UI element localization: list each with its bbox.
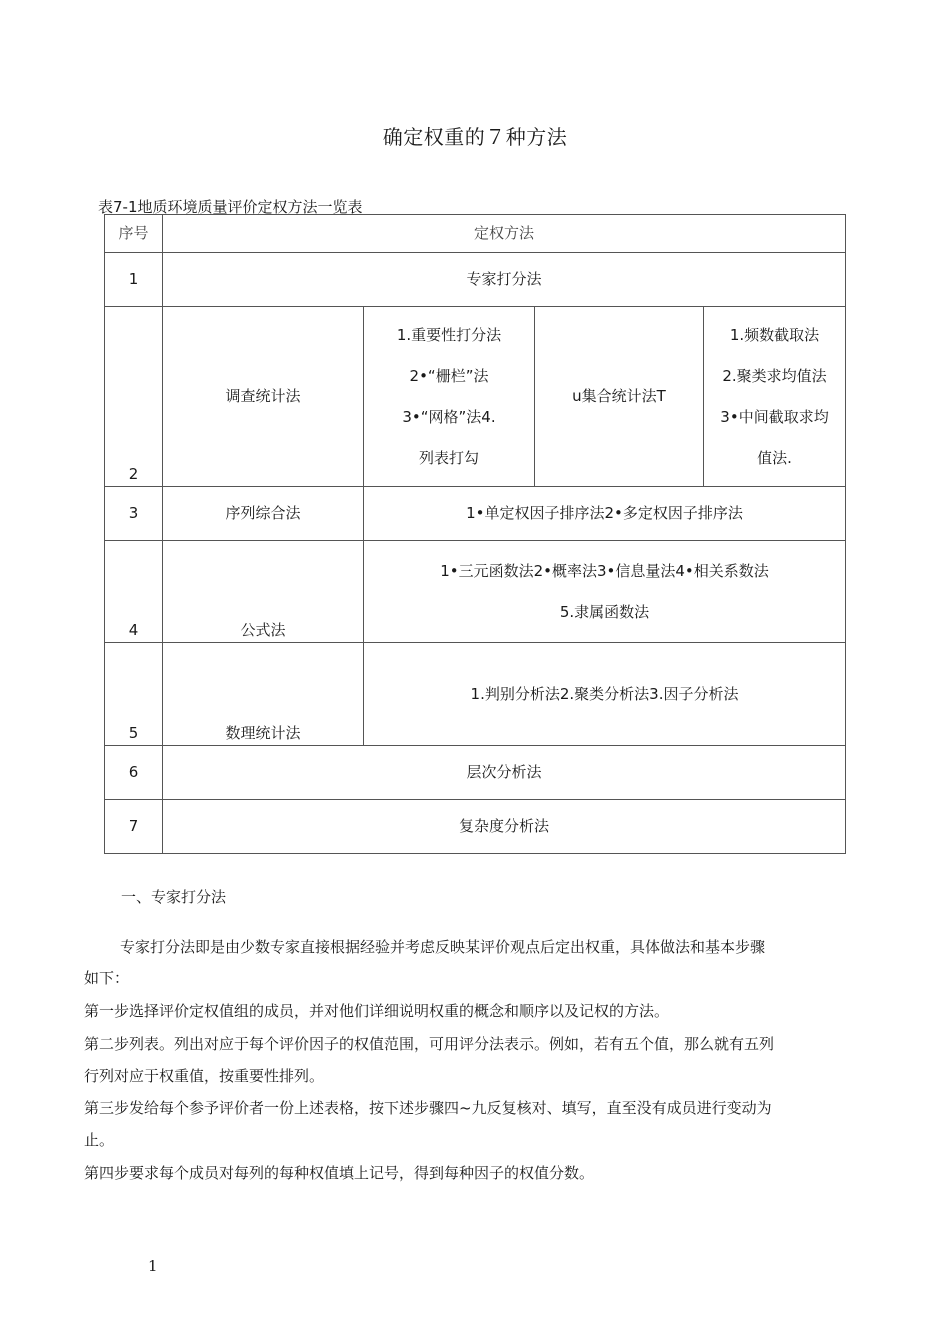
table-row bbox=[105, 307, 846, 487]
survey-subitem: 2•“栅栏”法 bbox=[409, 366, 489, 385]
row-method: 层次分析法 bbox=[163, 746, 846, 800]
table-row bbox=[105, 746, 846, 800]
step-paragraph: 止。 bbox=[84, 1131, 115, 1149]
page-title: 确定权重的７种方法 bbox=[382, 125, 568, 149]
page-number: 1 bbox=[148, 1257, 158, 1275]
table-row bbox=[105, 800, 846, 854]
table-header-row bbox=[105, 215, 846, 253]
row-index-cell bbox=[105, 541, 163, 643]
header-method: 定权方法 bbox=[163, 215, 846, 253]
intro-paragraph-line: 如下： bbox=[84, 969, 130, 987]
weights-methods-table bbox=[104, 214, 846, 854]
row-method: 复杂度分析法 bbox=[163, 800, 846, 854]
table-caption: 表7-1地质环境质量评价定权方法一览表 bbox=[98, 198, 363, 216]
survey-subitem: 1.重要性打分法 bbox=[396, 325, 502, 344]
row-index: 2 bbox=[128, 465, 139, 483]
survey-subitem: 3•“网格”法4. bbox=[402, 407, 496, 426]
survey-subcell-1 bbox=[364, 307, 535, 487]
section-heading: 一、专家打分法 bbox=[121, 888, 227, 906]
row-details bbox=[364, 541, 846, 643]
step-paragraph: 第三步发给每个参予评价者一份上述表格，按下述步骤四~九反复核对、填写，直至没有成员进行变动为 bbox=[84, 1099, 772, 1117]
step-paragraph: 第四步要求每个成员对每列的每种权值填上记号，得到每种因子的权值分数。 bbox=[84, 1164, 595, 1182]
row-method: 公式法 bbox=[240, 621, 286, 639]
table-row bbox=[105, 487, 846, 541]
table-row bbox=[105, 643, 846, 746]
survey-subitem: 列表打勾 bbox=[418, 448, 479, 467]
row-method-cell bbox=[163, 643, 364, 746]
survey-subitem: 1.频数截取法 bbox=[729, 325, 820, 344]
row-details: 1•单定权因子排序法2•多定权因子排序法 bbox=[364, 487, 846, 541]
survey-subcell-3 bbox=[704, 307, 846, 487]
row-method: 数理统计法 bbox=[225, 724, 301, 742]
step-paragraph: 第二步列表。列出对应于每个评价因子的权值范围，可用评分法表示。例如，若有五个值，那么就有五列 bbox=[84, 1035, 775, 1053]
step-paragraph: 行列对应于权重值，按重要性排列。 bbox=[84, 1067, 325, 1085]
row-method: 调查统计法 bbox=[163, 307, 364, 487]
row-index: 5 bbox=[128, 724, 139, 742]
row-method-cell bbox=[163, 541, 364, 643]
step-paragraph: 第一步选择评价定权值组的成员，并对他们详细说明权重的概念和顺序以及记权的方法。 bbox=[84, 1002, 670, 1020]
row-index: 1 bbox=[105, 253, 163, 307]
row-index: 3 bbox=[105, 487, 163, 541]
row-details-line: 5.隶属函数法 bbox=[559, 602, 650, 621]
row-index: 4 bbox=[128, 621, 139, 639]
table-row bbox=[105, 541, 846, 643]
row-index-cell bbox=[105, 307, 163, 487]
row-index-cell bbox=[105, 643, 163, 746]
survey-subitem: 值法. bbox=[757, 448, 792, 467]
intro-paragraph-line: 专家打分法即是由少数专家直接根据经验并考虑反映某评价观点后定出权重，具体做法和基本步骤 bbox=[120, 938, 766, 956]
survey-subitem: 3•中间截取求均 bbox=[720, 407, 829, 426]
row-details: 1.判别分析法2.聚类分析法3.因子分析法 bbox=[364, 643, 846, 746]
row-index: 6 bbox=[105, 746, 163, 800]
row-method: 专家打分法 bbox=[163, 253, 846, 307]
row-method: 序列综合法 bbox=[163, 487, 364, 541]
header-index: 序号 bbox=[105, 215, 163, 253]
row-index: 7 bbox=[105, 800, 163, 854]
survey-subcell-2: u集合统计法T bbox=[535, 307, 704, 487]
table-row bbox=[105, 253, 846, 307]
survey-subitem: 2.聚类求均值法 bbox=[722, 366, 827, 385]
row-details-line: 1•三元函数法2•概率法3•信息量法4•相关系数法 bbox=[440, 561, 769, 580]
